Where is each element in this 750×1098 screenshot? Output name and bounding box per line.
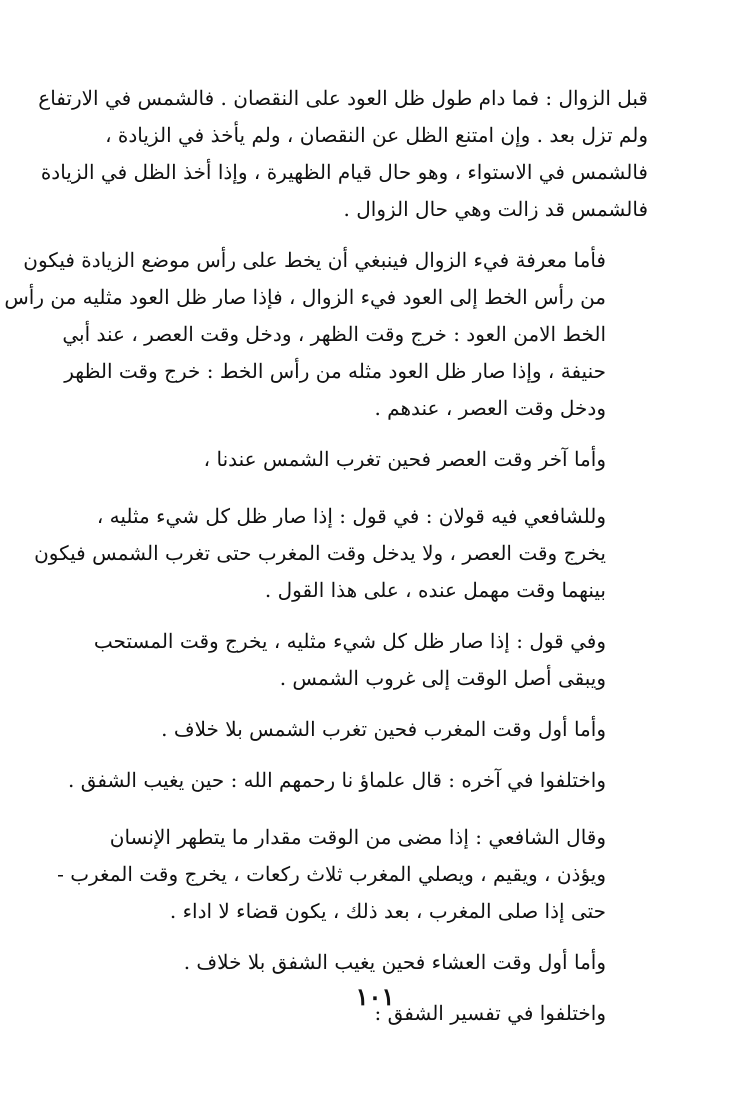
text-line: واختلفوا في تفسير الشفق : xyxy=(374,1001,606,1025)
text-line: وللشافعي فيه قولان : في قول : إذا صار ظل كل شيء مثليه ، xyxy=(96,504,606,528)
text-line: وأما أول وقت المغرب فحين تغرب الشمس بلا خلاف . xyxy=(161,717,606,741)
paragraph-6 xyxy=(118,711,648,748)
text-line: فالشمس قد زالت وهي حال الزوال . xyxy=(343,197,648,221)
text-line: ودخل وقت العصر ، عندهم . xyxy=(374,396,606,420)
paragraph-8 xyxy=(57,819,648,930)
text-line: ويؤذن ، ويقيم ، ويصلي المغرب ثلاث ركعات ، يخرج وقت المغرب - xyxy=(57,862,606,886)
text-line: الخط الامن العود : خرج وقت الظهر ، ودخل وقت العصر ، عند أبي xyxy=(62,322,606,346)
text-line: بينهما وقت مهمل عنده ، على هذا القول . xyxy=(264,578,606,602)
text-line: من رأس الخط إلى العود فيء الزوال ، فإذا صار ظل العود مثليه من رأس xyxy=(4,285,606,309)
body-text xyxy=(4,80,648,1032)
text-line: ولم تزل بعد . وإن امتنع الظل عن النقصان ، ولم يأخذ في الزيادة ، xyxy=(105,123,648,147)
paragraph-1 xyxy=(38,80,648,228)
text-line: وفي قول : إذا صار ظل كل شيء مثليه ، يخرج وقت المستحب xyxy=(93,629,606,653)
paragraph-5 xyxy=(93,623,648,697)
text-line: فالشمس في الاستواء ، وهو حال قيام الظهيرة ، وإذا أخذ الظل في الزيادة xyxy=(40,160,648,184)
paragraph-9 xyxy=(118,944,648,981)
text-line: حتى إذا صلى المغرب ، بعد ذلك ، يكون قضاء لا اداء . xyxy=(169,899,606,923)
paragraph-7 xyxy=(67,762,648,799)
text-line: واختلفوا في آخره : قال علماؤ نا رحمهم الله : حين يغيب الشفق . xyxy=(67,768,606,792)
paragraph-2 xyxy=(4,242,648,427)
text-line: يخرج وقت العصر ، ولا يدخل وقت المغرب حتى تغرب الشمس فيكون xyxy=(34,541,606,565)
text-line: قبل الزوال : فما دام طول ظل العود على النقصان . فالشمس في الارتفاع xyxy=(38,86,648,110)
text-line: وأما آخر وقت العصر فحين تغرب الشمس عندنا ، xyxy=(203,447,606,471)
text-line: ويبقى أصل الوقت إلى غروب الشمس . xyxy=(279,666,606,690)
paragraph-3 xyxy=(118,441,648,478)
page-number: ١٠١ xyxy=(355,982,395,1011)
text-line: فأما معرفة فيء الزوال فينبغي أن يخط على رأس موضع الزيادة فيكون xyxy=(23,248,606,272)
text-line: وأما أول وقت العشاء فحين يغيب الشفق بلا خلاف . xyxy=(183,950,606,974)
paragraph-4 xyxy=(34,498,648,609)
text-line: وقال الشافعي : إذا مضى من الوقت مقدار ما يتطهر الإنسان xyxy=(109,825,606,849)
text-line: حنيفة ، وإذا صار ظل العود مثله من رأس الخط : خرج وقت الظهر xyxy=(64,359,606,383)
